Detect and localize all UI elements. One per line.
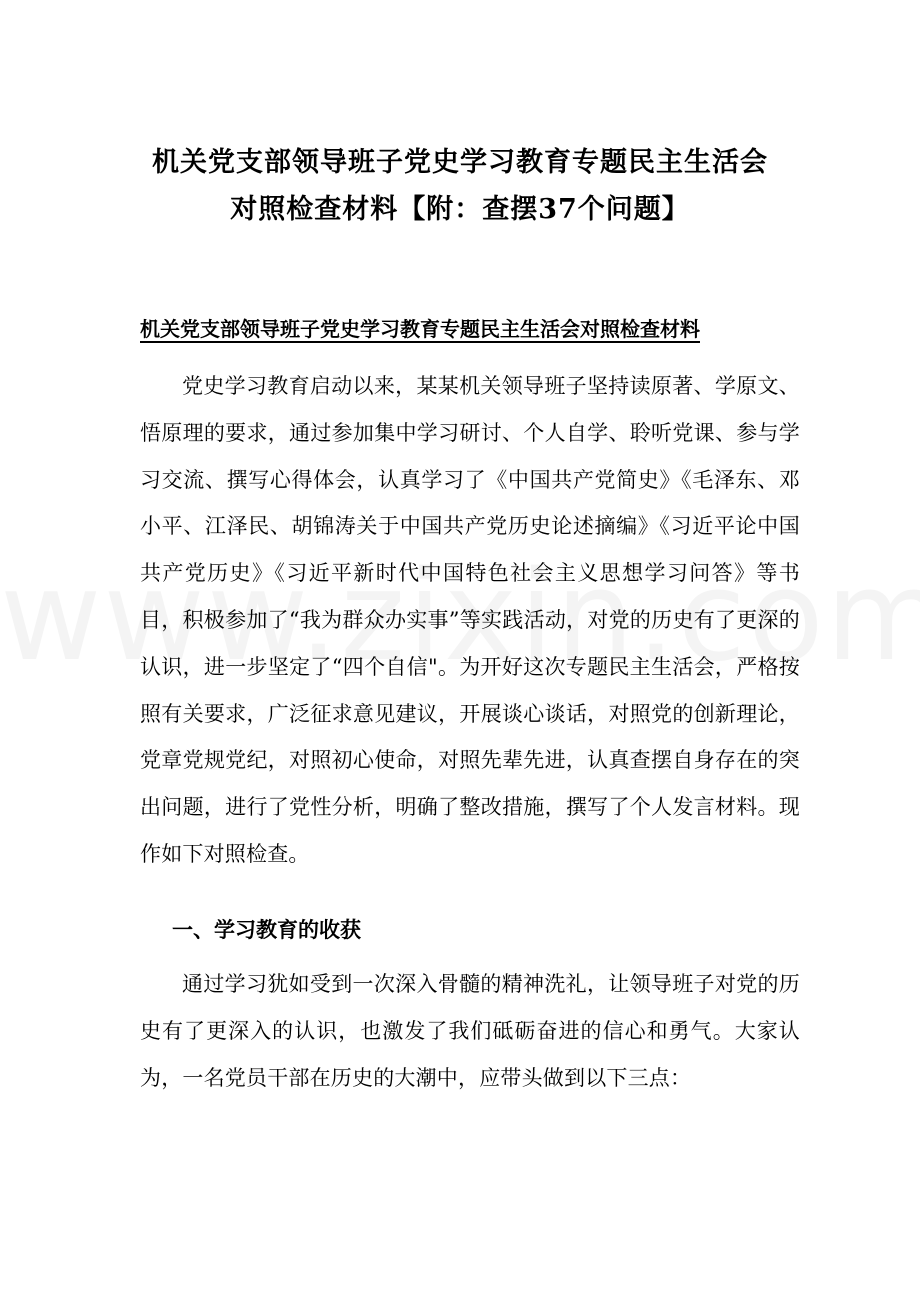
section-subheading: 机关党支部领导班子党史学习教育专题民主生活会对照检查材料 — [140, 317, 700, 341]
body-paragraph-1: 党史学习教育启动以来，某某机关领导班子坚持读原著、学原文、悟原理的要求，通过参加集中学习研讨、个人自学、聆听党课、参与学习交流、撰写心得体会，认真学习了《中国共产党简史》《毛泽东、邓小平、江泽民、胡锦涛关于中国共产党历史论述摘编》《习近平论中国共产党历史》《习近平新时代中国特色社会主义思想学习问答》等书目，积极参加了“我为群众办实事”等实践活动，对党的历史有了更深的认识，进一步坚定了“四个自信"。为开好这次专题民主生活会，严格按照有关要求，广泛征求意见建议，开展谈心谈话，对照党的创新理论，党章党规党纪，对照初心使命，对照先辈先进，认真查摆自身存在的突出问题，进行了党性分析，明确了整改措施，撰写了个人发言材料。现作如下对照检查。 — [140, 374, 800, 866]
body-paragraph-2: 通过学习犹如受到一次深入骨髓的精神洗礼，让领导班子对党的历史有了更深入的认识，也激发了我们砥砺奋进的信心和勇气。大家认为，一名党员干部在历史的大潮中，应带头做到以下三点： — [140, 972, 800, 1090]
section-heading-1: 一、学习教育的收获 — [172, 917, 361, 942]
document-title-line-2: 对照检查材料【附：查摆37个问题】 — [230, 194, 690, 225]
document-title-line-1: 机关党支部领导班子党史学习教育专题民主生活会 — [152, 147, 768, 178]
